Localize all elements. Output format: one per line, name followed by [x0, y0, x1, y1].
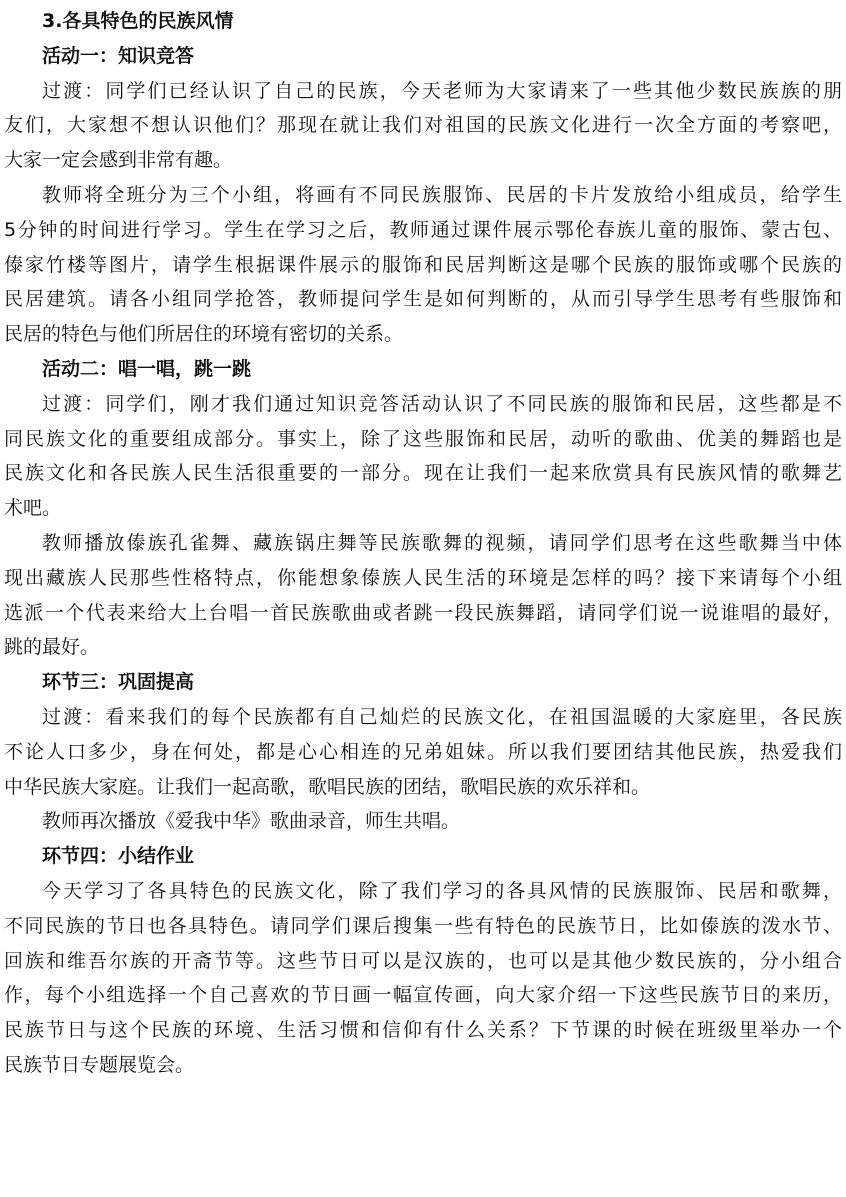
- activity-2-transition-line-2: 同民族文化的重要组成部分。事实上，除了这些服饰和民居，动听的歌曲、优美的舞蹈也是: [4, 427, 842, 450]
- activity-2-teacher-line-3: 选派一个代表来给大上台唱一首民族歌曲或者跳一段民族舞蹈，请同学们说一说谁唱的最好，: [4, 601, 842, 624]
- activity-2-heading: 活动二：唱一唱，跳一跳: [42, 357, 252, 380]
- stage-3-teacher-line-1: 教师再次播放《爱我中华》歌曲录音，师生共唱。: [42, 810, 461, 833]
- stage-4-summary-line-3: 回族和维吾尔族的开斋节等。这些节日可以是汉族的，也可以是其他少数民族的，分小组合: [4, 949, 842, 972]
- activity-2-teacher-line-4: 跳的最好。: [4, 636, 100, 659]
- activity-1-teacher-line-5: 民居的特色与他们所居住的环境有密切的关系。: [4, 323, 404, 346]
- stage-3-transition-line-3: 中华民族大家庭。让我们一起高歌，歌唱民族的团结，歌唱民族的欢乐祥和。: [4, 775, 651, 798]
- stage-3-transition-line-2: 不论人口多少，身在何处，都是心心相连的兄弟姐妹。所以我们要团结其他民族，热爱我们: [4, 740, 842, 763]
- activity-2-teacher-line-1: 教师播放傣族孔雀舞、藏族锅庄舞等民族歌舞的视频，请同学们思考在这些歌舞当中体: [42, 531, 842, 554]
- activity-1-teacher-line-1: 教师将全班分为三个小组，将画有不同民族服饰、民居的卡片发放给小组成员，给学生: [42, 183, 842, 206]
- stage-4-summary-line-1: 今天学习了各具特色的民族文化，除了我们学习的各具风情的民族服饰、民居和歌舞，: [42, 879, 842, 902]
- section-title: 3.各具特色的民族风情: [42, 10, 234, 32]
- stage-3-transition-line-1: 过渡：看来我们的每个民族都有自己灿烂的民族文化，在祖国温暖的大家庭里，各民族: [42, 705, 842, 728]
- stage-4-summary-line-6: 民族节日专题展览会。: [4, 1053, 195, 1076]
- activity-2-teacher-line-2: 现出藏族人民那些性格特点，你能想象傣族人民生活的环境是怎样的吗？接下来请每个小组: [4, 566, 842, 589]
- activity-1-transition-line-3: 大家一定会感到非常有趣。: [4, 149, 233, 172]
- activity-2-transition-line-1: 过渡：同学们，刚才我们通过知识竞答活动认识了不同民族的服饰和民居，这些都是不: [42, 392, 842, 415]
- activity-1-teacher-line-2: 5分钟的时间进行学习。学生在学习之后，教师通过课件展示鄂伦春族儿童的服饰、蒙古包、: [4, 218, 842, 241]
- activity-1-transition-line-1: 过渡：同学们已经认识了自己的民族，今天老师为大家请来了一些其他少数民族族的朋: [42, 79, 842, 102]
- activity-1-transition-line-2: 友们，大家想不想认识他们？那现在就让我们对祖国的民族文化进行一次全方面的考察吧，: [4, 114, 842, 137]
- activity-1-teacher-line-4: 民居建筑。请各小组同学抢答，教师提问学生是如何判断的，从而引导学生思考有些服饰和: [4, 288, 842, 311]
- activity-2-transition-line-4: 术吧。: [4, 497, 62, 520]
- stage-3-heading: 环节三：巩固提高: [42, 671, 195, 694]
- stage-4-summary-line-5: 民族节日与这个民族的环境、生活习惯和信仰有什么关系？下节课的时候在班级里举办一个: [4, 1019, 842, 1042]
- activity-1-teacher-line-3: 傣家竹楼等图片，请学生根据课件展示的服饰和民居判断这是哪个民族的服饰或哪个民族的: [4, 253, 842, 276]
- activity-1-heading: 活动一：知识竞答: [42, 44, 195, 67]
- stage-4-heading: 环节四：小结作业: [42, 845, 195, 868]
- stage-4-summary-line-4: 作，每个小组选择一个自己喜欢的节日画一幅宣传画，向大家介绍一下这些民族节日的来历，: [4, 984, 842, 1007]
- activity-2-transition-line-3: 民族文化和各民族人民生活很重要的一部分。现在让我们一起来欣赏具有民族风情的歌舞艺: [4, 462, 842, 485]
- stage-4-summary-line-2: 不同民族的节日也各具特色。请同学们课后搜集一些有特色的民族节日，比如傣族的泼水节、: [4, 914, 842, 937]
